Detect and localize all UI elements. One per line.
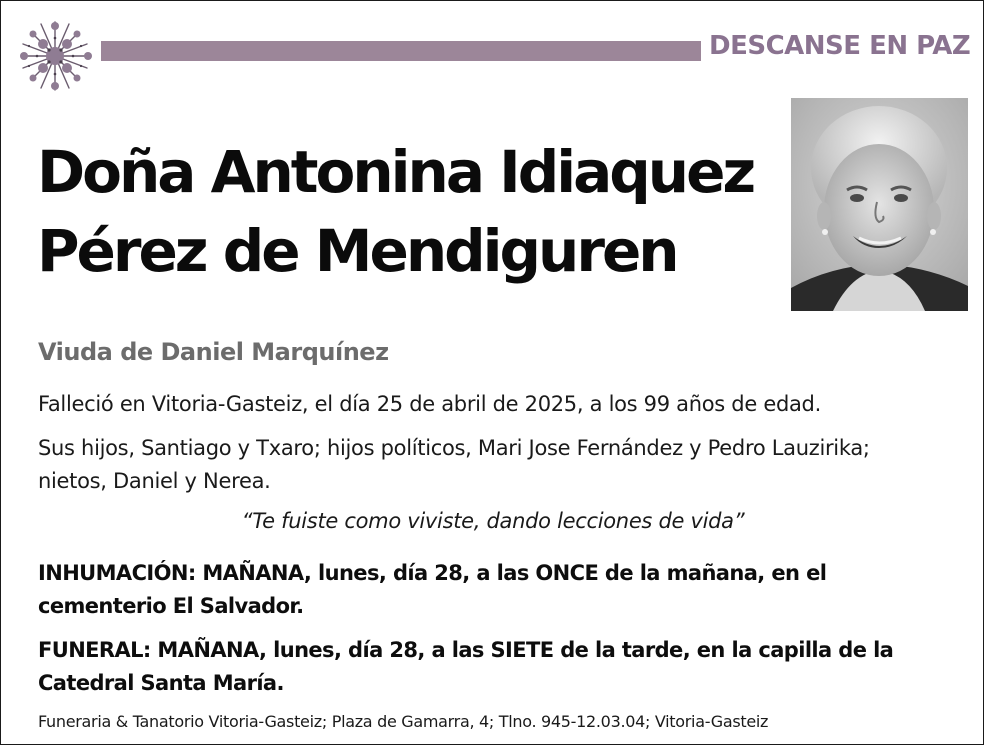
funeral-home-info: Funeraria & Tanatorio Vitoria-Gasteiz; Plaza de Gamarra, 4; Tlno. 945-12.03.04; Vitoria-Gasteiz bbox=[38, 712, 769, 731]
deceased-name bbox=[37, 133, 753, 291]
burial-info: INHUMACIÓN: MAÑANA, lunes, día 28, a las ONCE de la mañana, en el cementerio El Salvador. bbox=[38, 561, 827, 618]
funeral-info: FUNERAL: MAÑANA, lunes, día 28, a las SIETE de la tarde, en la capilla de la Catedral Santa María. bbox=[38, 638, 894, 695]
header-title: DESCANSE EN PAZ bbox=[709, 31, 971, 61]
death-notice: Falleció en Vitoria-Gasteiz, el día 25 de abril de 2025, a los 99 años de edad. bbox=[38, 392, 821, 416]
name-line-1: Doña Antonina Idiaquez bbox=[37, 138, 754, 206]
memorial-quote: “Te fuiste como viviste, dando lecciones de vida” bbox=[241, 509, 745, 533]
header-bar bbox=[101, 41, 701, 61]
family-list: Sus hijos, Santiago y Txaro; hijos políticos, Mari Jose Fernández y Pedro Lauzirika; nietos, Daniel y Nerea. bbox=[38, 436, 870, 493]
flower-icon bbox=[11, 16, 99, 96]
widow-of: Viuda de Daniel Marquínez bbox=[38, 338, 389, 366]
portrait-icon bbox=[791, 98, 968, 311]
name-line-2: Pérez de Mendiguren bbox=[37, 217, 677, 285]
portrait-photo bbox=[791, 98, 968, 311]
